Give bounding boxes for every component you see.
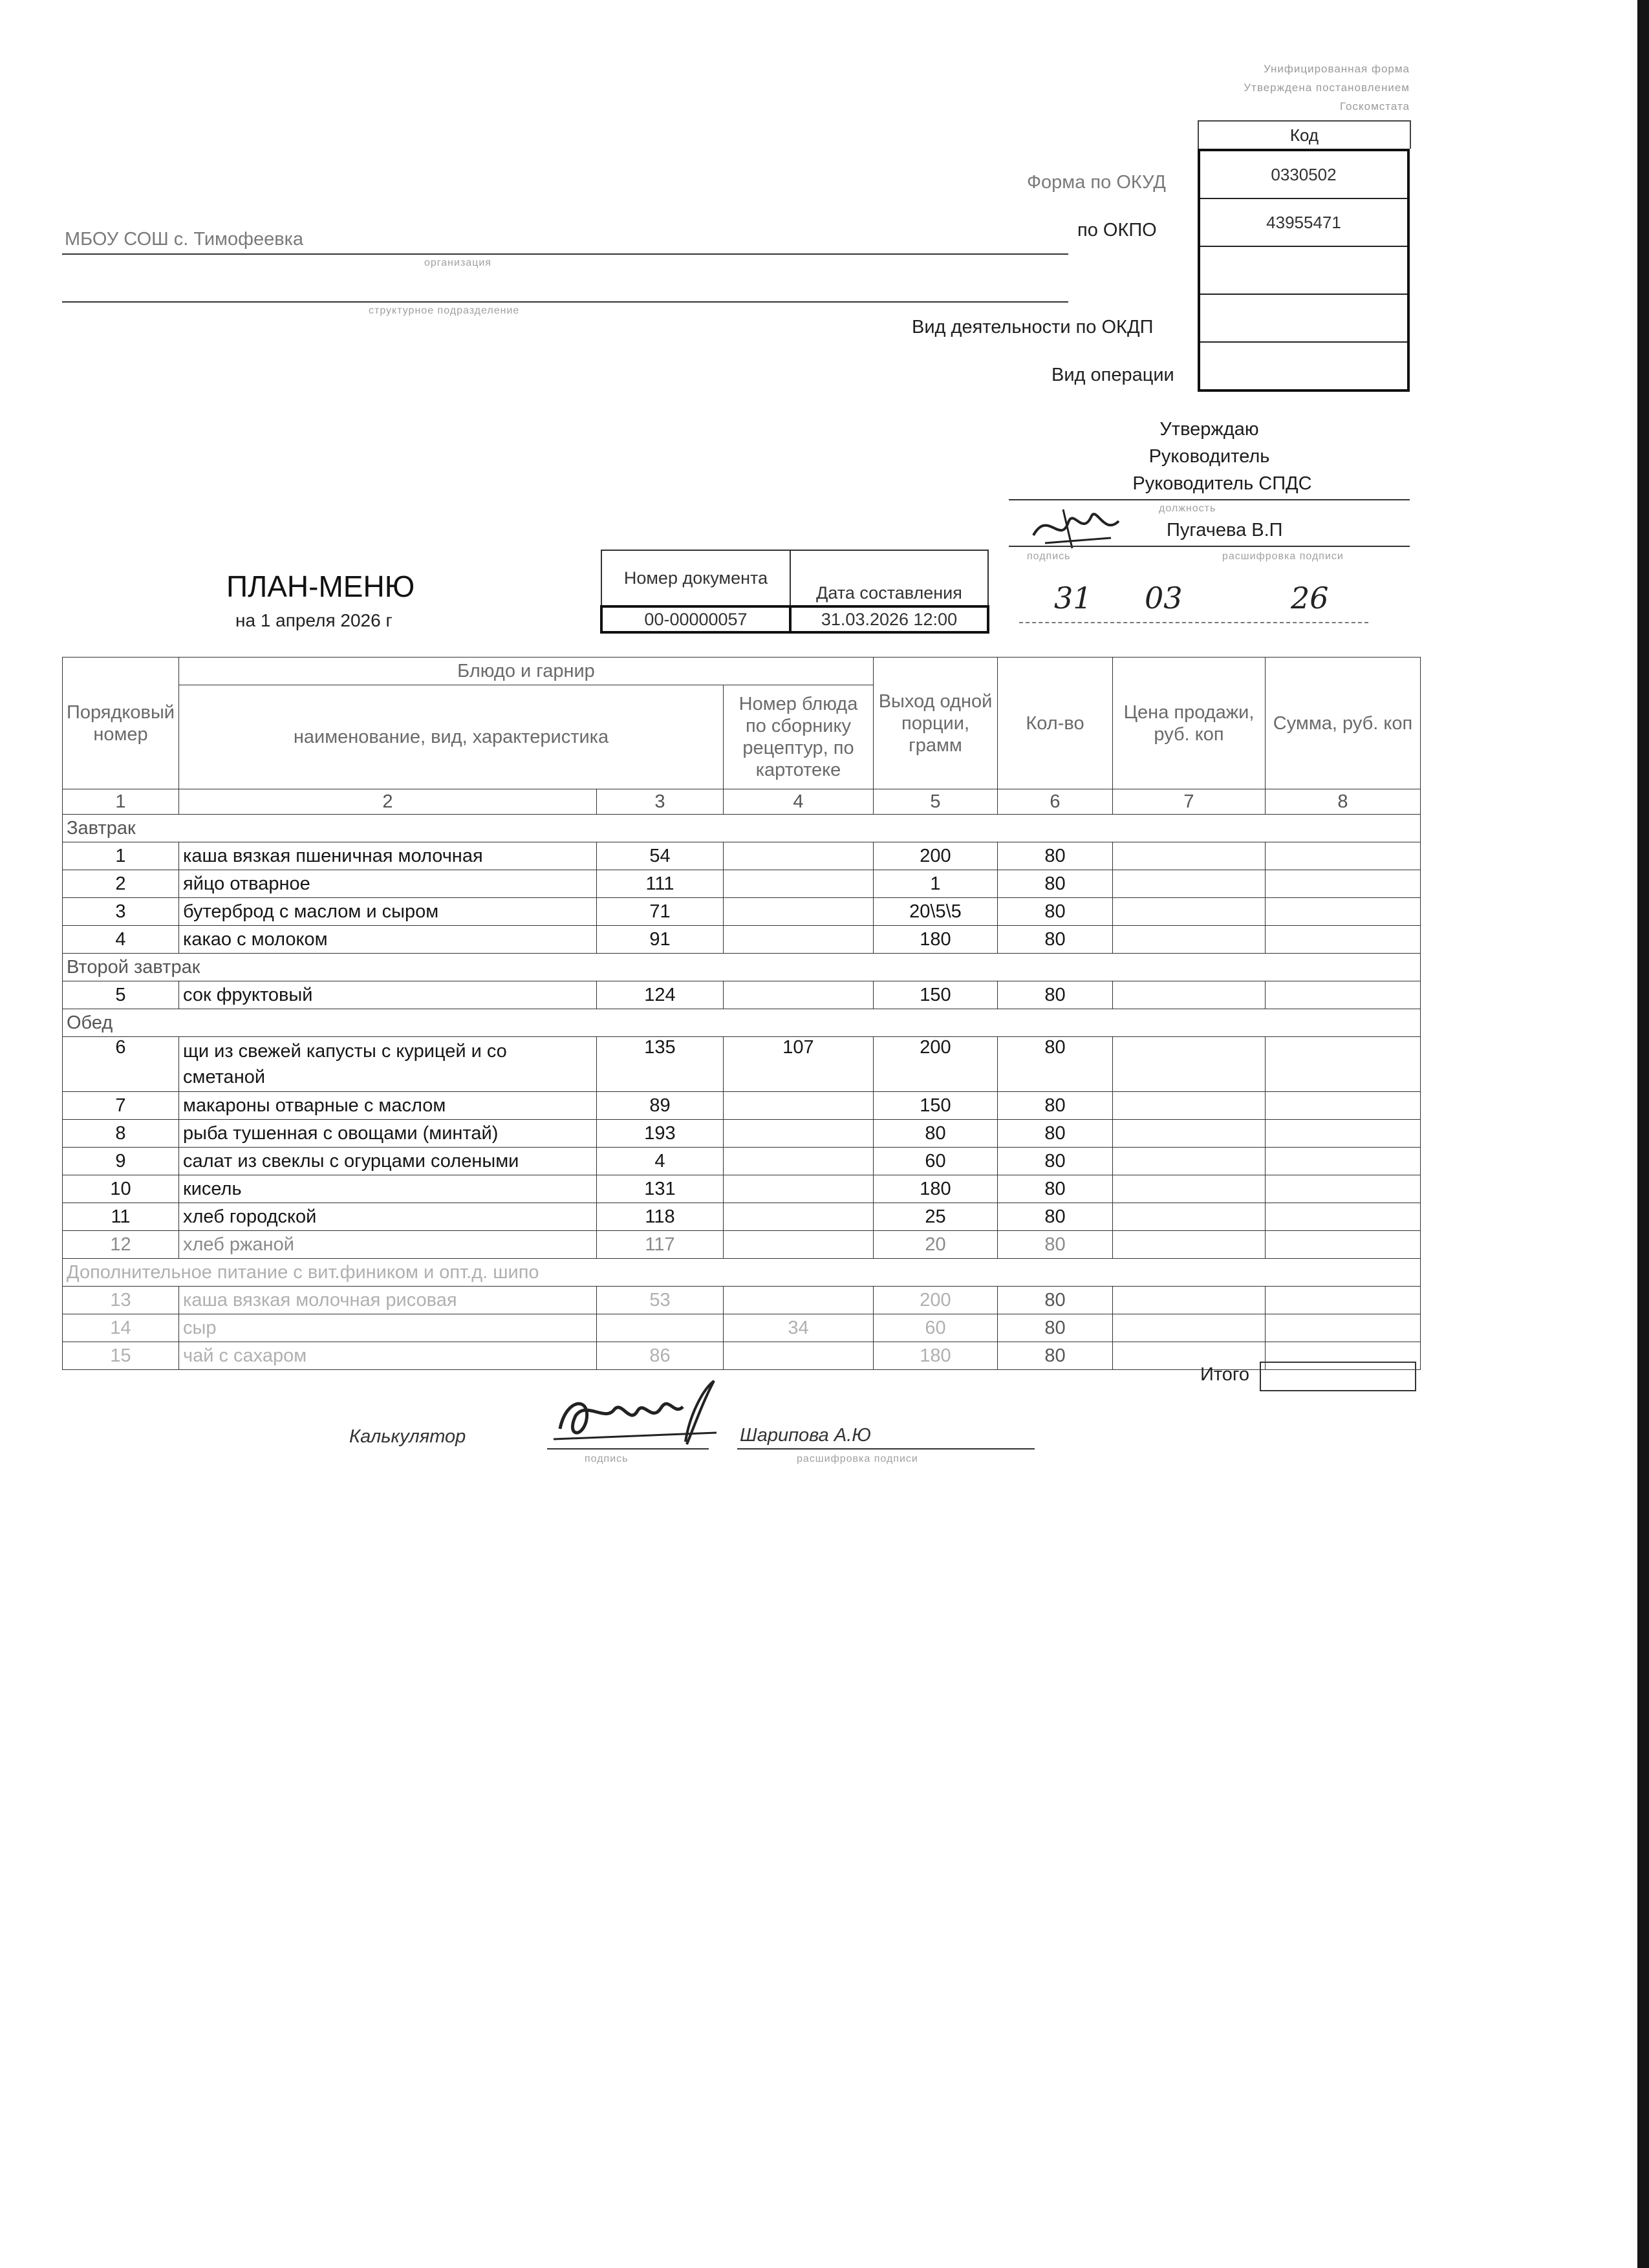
quantity: 80	[998, 1092, 1113, 1120]
sum	[1266, 1231, 1421, 1259]
card-number	[724, 1092, 874, 1120]
quantity: 80	[998, 1342, 1113, 1370]
dish-name: рыба тушенная с овощами (минтай)	[179, 1120, 597, 1148]
header-card-number: Номер блюда по сборнику рецептур, по картотеке	[724, 685, 874, 789]
organization-name: МБОУ СОШ с. Тимофеевка	[65, 229, 304, 250]
dish-name: сыр	[179, 1314, 597, 1342]
name-caption: расшифровка подписи	[1222, 551, 1344, 562]
col-number: 8	[1266, 789, 1421, 815]
total-value-box	[1260, 1362, 1416, 1391]
recipe-number: 131	[597, 1175, 724, 1203]
col-number: 5	[874, 789, 998, 815]
table-row	[63, 1120, 1421, 1148]
output: 180	[874, 1175, 998, 1203]
sum	[1266, 1092, 1421, 1120]
dish-name: бутерброд с маслом и сыром	[179, 898, 597, 926]
price	[1113, 842, 1266, 870]
quantity: 80	[998, 842, 1113, 870]
quantity: 80	[998, 926, 1113, 954]
document-number-box	[600, 550, 989, 634]
card-number	[724, 1175, 874, 1203]
okdp-code	[1200, 295, 1407, 343]
row-number: 11	[63, 1203, 179, 1231]
table-row	[63, 870, 1421, 898]
output: 1	[874, 870, 998, 898]
price	[1113, 898, 1266, 926]
menu-table	[62, 657, 1421, 1370]
row-number: 12	[63, 1231, 179, 1259]
header-dish-group: Блюдо и гарнир	[179, 658, 874, 685]
quantity: 80	[998, 1037, 1113, 1092]
price	[1113, 870, 1266, 898]
organization-caption: организация	[424, 257, 491, 268]
note-line: Унифицированная форма	[1263, 63, 1410, 75]
quantity: 80	[998, 1203, 1113, 1231]
header-seq: Порядковый номер	[63, 658, 179, 789]
output: 150	[874, 981, 998, 1009]
card-number	[724, 1342, 874, 1370]
card-number	[724, 870, 874, 898]
section-title: Завтрак	[63, 815, 1421, 842]
recipe-number: 111	[597, 870, 724, 898]
dish-name: кисель	[179, 1175, 597, 1203]
recipe-number: 4	[597, 1148, 724, 1175]
name-line	[1009, 546, 1410, 547]
quantity: 80	[998, 981, 1113, 1009]
division-caption: структурное подразделение	[369, 305, 520, 316]
header-sum: Сумма, руб. коп	[1266, 658, 1421, 789]
dish-name: щи из свежей капусты с курицей и со сметаной	[179, 1037, 597, 1092]
quantity: 80	[998, 1287, 1113, 1314]
sum	[1266, 842, 1421, 870]
row-number: 1	[63, 842, 179, 870]
quantity: 80	[998, 1314, 1113, 1342]
okpo-code: 43955471	[1200, 199, 1407, 247]
table-row	[63, 1092, 1421, 1120]
note-line: Госкомстата	[1339, 100, 1410, 112]
signature-caption: подпись	[1027, 551, 1071, 562]
row-number: 9	[63, 1148, 179, 1175]
table-row	[63, 1037, 1421, 1092]
approve-line2: Руководитель	[1148, 446, 1270, 467]
table-row	[63, 1148, 1421, 1175]
quantity: 80	[998, 870, 1113, 898]
dish-name: каша вязкая пшеничная молочная	[179, 842, 597, 870]
card-number: 34	[724, 1314, 874, 1342]
col-number: 1	[63, 789, 179, 815]
section-title: Дополнительное питание с вит.фиником и опт.д. шипо	[63, 1259, 1421, 1287]
okud-label: Форма по ОКУД	[1027, 172, 1166, 193]
division-line	[62, 301, 1068, 303]
operation-label: Вид операции	[1051, 365, 1174, 385]
price	[1113, 1037, 1266, 1092]
total-label: Итого	[1200, 1364, 1249, 1385]
row-number: 15	[63, 1342, 179, 1370]
dish-name: хлеб ржаной	[179, 1231, 597, 1259]
col-number: 4	[724, 789, 874, 815]
card-number	[724, 926, 874, 954]
recipe-number: 118	[597, 1203, 724, 1231]
dish-name: хлеб городской	[179, 1203, 597, 1231]
col-number: 3	[597, 789, 724, 815]
card-number	[724, 981, 874, 1009]
table-row	[63, 926, 1421, 954]
sum	[1266, 898, 1421, 926]
recipe-number	[597, 1314, 724, 1342]
doc-number-header: Номер документа	[601, 550, 790, 606]
sum	[1266, 1287, 1421, 1314]
dish-name: чай с сахаром	[179, 1342, 597, 1370]
recipe-number: 117	[597, 1231, 724, 1259]
date-line	[1019, 622, 1368, 623]
sum	[1266, 1203, 1421, 1231]
price	[1113, 981, 1266, 1009]
card-number	[724, 1120, 874, 1148]
codes-title: Код	[1198, 120, 1411, 149]
table-row	[63, 898, 1421, 926]
col-number: 2	[179, 789, 597, 815]
dish-name: салат из свеклы с огурцами солеными	[179, 1148, 597, 1175]
card-number	[724, 842, 874, 870]
sum	[1266, 1175, 1421, 1203]
calc-name-caption: расшифровка подписи	[797, 1453, 918, 1464]
header-qty: Кол-во	[998, 658, 1113, 789]
table-row	[63, 1175, 1421, 1203]
price	[1113, 1203, 1266, 1231]
scan-edge	[1637, 0, 1649, 2268]
output: 80	[874, 1120, 998, 1148]
table-row	[63, 1287, 1421, 1314]
table-row	[63, 1314, 1421, 1342]
document-title: ПЛАН-МЕНЮ	[226, 570, 415, 603]
card-number: 107	[724, 1037, 874, 1092]
okdp-label: Вид деятельности по ОКДП	[912, 317, 1154, 337]
recipe-number: 89	[597, 1092, 724, 1120]
quantity: 80	[998, 1148, 1113, 1175]
row-number: 8	[63, 1120, 179, 1148]
recipe-number: 135	[597, 1037, 724, 1092]
okud-code: 0330502	[1200, 151, 1407, 199]
header-price: Цена продажи, руб. коп	[1113, 658, 1266, 789]
calc-name-line	[737, 1448, 1035, 1450]
card-number	[724, 898, 874, 926]
output: 180	[874, 926, 998, 954]
output: 25	[874, 1203, 998, 1231]
division-code	[1200, 247, 1407, 295]
price	[1113, 1120, 1266, 1148]
doc-date: 31.03.2026 12:00	[790, 606, 988, 632]
row-number: 2	[63, 870, 179, 898]
section-title: Второй завтрак	[63, 954, 1421, 981]
recipe-number: 91	[597, 926, 724, 954]
recipe-number: 86	[597, 1342, 724, 1370]
recipe-number: 53	[597, 1287, 724, 1314]
dish-name: макароны отварные с маслом	[179, 1092, 597, 1120]
card-number	[724, 1287, 874, 1314]
output: 150	[874, 1092, 998, 1120]
output: 200	[874, 842, 998, 870]
price	[1113, 1148, 1266, 1175]
calc-signature-caption: подпись	[585, 1453, 629, 1464]
quantity: 80	[998, 1231, 1113, 1259]
recipe-number: 71	[597, 898, 724, 926]
recipe-number: 193	[597, 1120, 724, 1148]
note-line: Утверждена постановлением	[1244, 81, 1410, 94]
table-row	[63, 1231, 1421, 1259]
col-number: 6	[998, 789, 1113, 815]
row-number: 10	[63, 1175, 179, 1203]
dish-name: каша вязкая молочная рисовая	[179, 1287, 597, 1314]
output: 20\5\5	[874, 898, 998, 926]
table-row	[63, 981, 1421, 1009]
director-signature	[1028, 497, 1125, 557]
recipe-number: 54	[597, 842, 724, 870]
calc-signature-line	[547, 1448, 709, 1450]
doc-number: 00-00000057	[601, 606, 790, 632]
price	[1113, 1314, 1266, 1342]
price	[1113, 1175, 1266, 1203]
card-number	[724, 1231, 874, 1259]
row-number: 13	[63, 1287, 179, 1314]
dish-name: сок фруктовый	[179, 981, 597, 1009]
price	[1113, 1287, 1266, 1314]
approve-date-year: 26	[1291, 581, 1329, 615]
approve-position: Руководитель СПДС	[1132, 473, 1312, 494]
section-title: Обед	[63, 1009, 1421, 1037]
row-number: 14	[63, 1314, 179, 1342]
row-number: 6	[63, 1037, 179, 1092]
dish-name: яйцо отварное	[179, 870, 597, 898]
row-number: 4	[63, 926, 179, 954]
approve-name: Пугачева В.П	[1167, 520, 1283, 540]
row-number: 5	[63, 981, 179, 1009]
form-approval-note	[1061, 59, 1410, 116]
quantity: 80	[998, 1120, 1113, 1148]
card-number	[724, 1203, 874, 1231]
sum	[1266, 981, 1421, 1009]
sum	[1266, 1120, 1421, 1148]
table-row	[63, 842, 1421, 870]
position-caption: должность	[1159, 503, 1216, 514]
sum	[1266, 926, 1421, 954]
sum	[1266, 1148, 1421, 1175]
sum	[1266, 870, 1421, 898]
header-output: Выход одной порции, грамм	[874, 658, 998, 789]
calculator-signature	[547, 1377, 728, 1457]
calculator-name: Шарипова А.Ю	[740, 1425, 871, 1446]
approve-date-day: 31	[1054, 581, 1092, 615]
document-subtitle: на 1 апреля 2026 г	[235, 610, 393, 630]
codes-box	[1198, 149, 1410, 392]
output: 180	[874, 1342, 998, 1370]
quantity: 80	[998, 898, 1113, 926]
approve-date-month: 03	[1145, 581, 1183, 615]
row-number: 7	[63, 1092, 179, 1120]
price	[1113, 1092, 1266, 1120]
card-number	[724, 1148, 874, 1175]
output: 60	[874, 1148, 998, 1175]
output: 200	[874, 1287, 998, 1314]
table-row	[63, 1203, 1421, 1231]
sum	[1266, 1037, 1421, 1092]
doc-date-header: Дата составления	[790, 550, 988, 606]
calculator-label: Калькулятор	[349, 1426, 466, 1447]
price	[1113, 926, 1266, 954]
recipe-number: 124	[597, 981, 724, 1009]
okpo-label: по ОКПО	[1077, 220, 1157, 241]
row-number: 3	[63, 898, 179, 926]
dish-name: какао с молоком	[179, 926, 597, 954]
sum	[1266, 1314, 1421, 1342]
operation-code	[1200, 343, 1407, 389]
output: 60	[874, 1314, 998, 1342]
organization-line	[62, 253, 1068, 255]
header-name: наименование, вид, характеристика	[179, 685, 724, 789]
col-number: 7	[1113, 789, 1266, 815]
price	[1113, 1231, 1266, 1259]
approve-line1: Утверждаю	[1159, 419, 1259, 440]
output: 200	[874, 1037, 998, 1092]
quantity: 80	[998, 1175, 1113, 1203]
output: 20	[874, 1231, 998, 1259]
